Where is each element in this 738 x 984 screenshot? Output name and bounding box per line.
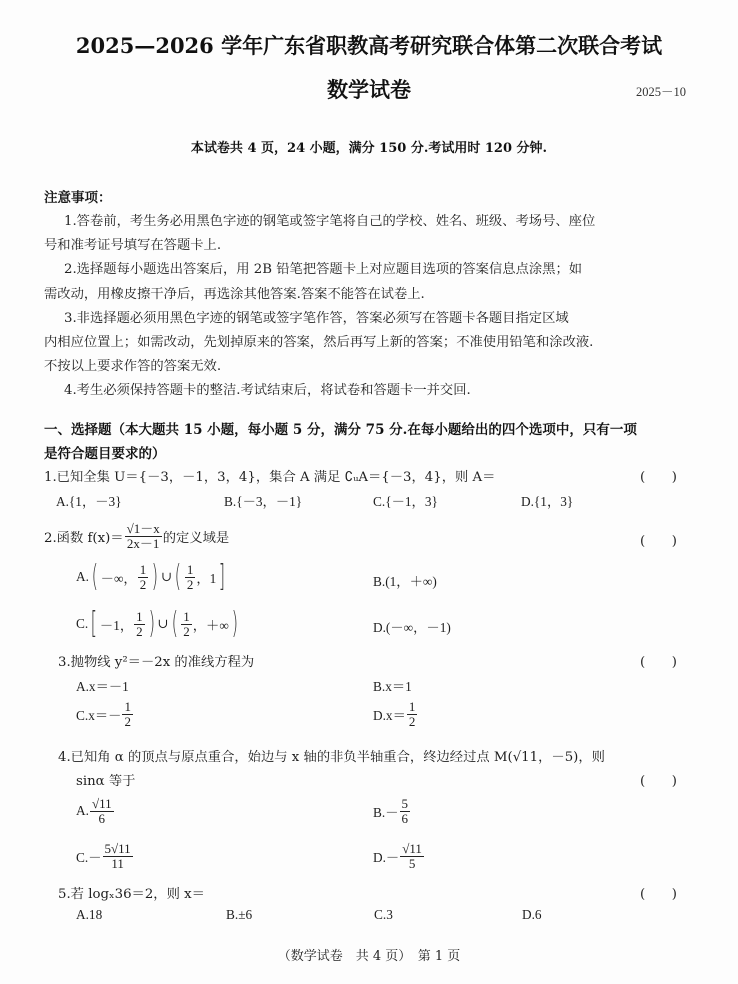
- option-c[interactable]: [76, 606, 241, 641]
- option-c[interactable]: C.3: [374, 907, 393, 922]
- section-heading-cont: 是符合题目要求的）: [44, 446, 166, 462]
- fraction: [185, 563, 196, 591]
- option-a[interactable]: [76, 797, 115, 825]
- option-label: C.: [76, 616, 89, 631]
- numerator: 5√11: [104, 841, 131, 856]
- option-label: C.－: [76, 849, 102, 865]
- exam-info: 本试卷共 4 页，24 小题，满分 150 分.考试用时 120 分钟.: [190, 141, 548, 156]
- answer-blank[interactable]: ( ): [640, 470, 677, 485]
- fraction: [407, 700, 418, 728]
- fraction: [125, 522, 162, 550]
- notice-line: 内相应位置上；如需改动，先划掉原来的答案，然后再写上新的答案；不准使用铅笔和涂改液.: [44, 335, 594, 350]
- fraction: [103, 842, 133, 870]
- denominator: 6: [98, 810, 106, 826]
- open-paren: (: [174, 559, 182, 594]
- option-c[interactable]: [76, 842, 134, 870]
- option-part: －1，: [99, 617, 134, 633]
- question-5-stem: 5.若 logₓ36＝2，则 x＝: [58, 887, 205, 902]
- notice-heading: 注意事项：: [44, 190, 112, 206]
- notice-line: 需改动，用橡皮擦干净后，再选涂其他答案.答案不能答在试卷上.: [44, 287, 425, 302]
- fraction: [138, 563, 149, 591]
- open-bracket: [: [90, 606, 98, 641]
- close-paren: ): [148, 606, 155, 641]
- option-d[interactable]: D.{1，3}: [521, 494, 574, 509]
- stem-prefix: 2.函数 f(x)＝: [44, 530, 124, 546]
- exam-date: 2025－10: [635, 85, 686, 99]
- option-label: A.: [76, 803, 89, 819]
- numerator: √1－x: [126, 521, 160, 536]
- stem-suffix: 的定义域是: [162, 530, 230, 546]
- denominator: 2: [139, 576, 147, 592]
- denominator: 6: [401, 810, 408, 826]
- option-a[interactable]: [76, 559, 228, 594]
- denominator: 2x－1: [126, 535, 160, 551]
- option-b[interactable]: [373, 797, 411, 825]
- option-c[interactable]: [76, 700, 134, 728]
- open-paren: (: [91, 559, 99, 594]
- fraction: [400, 842, 424, 870]
- section-heading: 一、选择题（本大题共 15 小题，每小题 5 分，满分 75 分.在每小题给出的四个选项中，只有一项: [44, 422, 637, 438]
- union-symbol: ∪: [157, 616, 169, 631]
- notice-line: 2.选择题每小题选出答案后，用 2B 铅笔把答题卡上对应题目选项的答案信息点涂黑；如: [64, 262, 583, 277]
- close-paren: ): [231, 606, 238, 641]
- option-d[interactable]: [373, 700, 418, 728]
- question-4-stem: 4.已知角 α 的顶点与原点重合，始边与 x 轴的非负半轴重合，终边经过点 M(√11，－5)，则: [58, 750, 605, 765]
- notice-line: 1.答卷前，考生务必用黑色字迹的钢笔或签字笔将自己的学校、姓名、班级、考场号、座位: [64, 214, 596, 229]
- option-label: D.－: [373, 849, 400, 865]
- union-symbol: ∪: [160, 569, 173, 584]
- fraction: [181, 610, 192, 638]
- option-a[interactable]: A.18: [76, 907, 103, 922]
- option-a[interactable]: A.x＝－1: [76, 679, 129, 694]
- denominator: 5: [408, 855, 416, 871]
- answer-blank[interactable]: ( ): [640, 534, 677, 549]
- answer-blank[interactable]: ( ): [640, 655, 677, 670]
- option-part: ，1: [196, 570, 217, 586]
- option-b[interactable]: B.{－3，－1}: [224, 494, 303, 509]
- page-footer: （数学试卷 共 4 页） 第 1 页: [277, 949, 461, 964]
- fraction: [400, 797, 411, 825]
- numerator: √11: [402, 841, 422, 856]
- numerator: 5: [401, 796, 408, 811]
- exam-subject-title: 数学试卷: [327, 77, 411, 102]
- option-label: B.－: [373, 804, 399, 820]
- option-c[interactable]: C.{－1，3}: [373, 494, 438, 509]
- numerator: 1: [124, 699, 131, 714]
- option-d[interactable]: D.(－∞，－1): [373, 620, 451, 635]
- close-paren: ): [151, 559, 159, 594]
- answer-blank[interactable]: ( ): [640, 774, 677, 789]
- denominator: 2: [408, 713, 416, 729]
- fraction: [134, 610, 145, 638]
- numerator: 1: [408, 699, 416, 714]
- question-2-stem: [44, 522, 229, 550]
- notice-line: 不按以上要求作答的答案无效.: [44, 359, 222, 374]
- close-bracket: ]: [218, 559, 226, 594]
- numerator: 1: [139, 561, 147, 577]
- question-4-stem-cont: sinα 等于: [76, 774, 136, 789]
- denominator: 2: [136, 623, 143, 639]
- option-label: D.x＝: [373, 707, 406, 723]
- option-b[interactable]: B.±6: [226, 907, 253, 922]
- numerator: 1: [136, 608, 143, 624]
- option-part: ，＋∞: [192, 617, 229, 633]
- open-paren: (: [171, 606, 178, 641]
- denominator: 2: [186, 576, 194, 592]
- denominator: 11: [111, 855, 124, 871]
- option-label: C.x＝－: [76, 707, 122, 723]
- option-a[interactable]: A.{1，－3}: [56, 494, 122, 509]
- denominator: 2: [124, 713, 131, 729]
- option-d[interactable]: [373, 842, 425, 870]
- notice-line: 号和准考证号填写在答题卡上.: [44, 238, 222, 253]
- option-b[interactable]: B.(1，＋∞): [373, 574, 437, 589]
- exam-title: 2025—2026 学年广东省职教高考研究联合体第二次联合考试: [75, 33, 663, 58]
- denominator: 2: [183, 623, 190, 639]
- option-part: －∞，: [100, 570, 137, 586]
- fraction: [90, 797, 114, 825]
- option-label: A.: [76, 569, 89, 584]
- question-3-stem: 3.抛物线 y²＝－2x 的准线方程为: [58, 655, 255, 670]
- notice-line: 3.非选择题必须用黑色字迹的钢笔或签字笔作答，答案必须写在答题卡各题目指定区域: [64, 311, 569, 326]
- answer-blank[interactable]: ( ): [640, 887, 677, 902]
- numerator: 1: [186, 561, 194, 577]
- option-d[interactable]: D.6: [522, 907, 542, 922]
- fraction: [122, 700, 133, 728]
- option-b[interactable]: B.x＝1: [373, 679, 412, 694]
- question-1-stem: 1.已知全集 U＝{－3，－1，3，4}，集合 A 满足 ∁ᵤA＝{－3，4}，则 A＝: [44, 470, 496, 485]
- numerator: √11: [91, 796, 112, 811]
- notice-line: 4.考生必须保持答题卡的整洁.考试结束后，将试卷和答题卡一并交回.: [64, 383, 471, 398]
- numerator: 1: [183, 608, 190, 624]
